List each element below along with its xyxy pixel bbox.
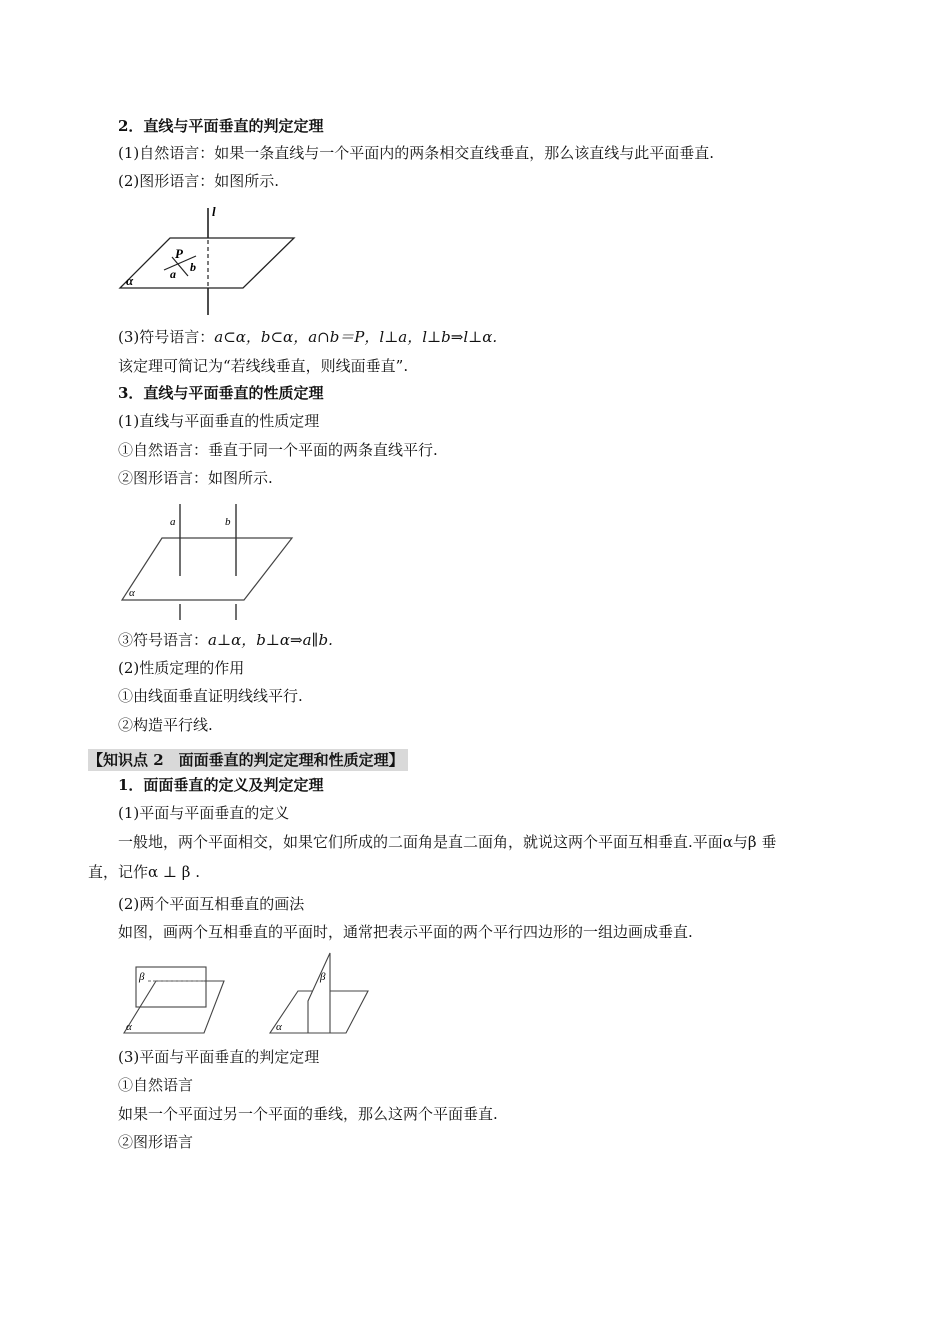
label-beta: β [139, 971, 145, 983]
kp2-theorem-natural-label: ①自然语言 [118, 1076, 194, 1094]
label-a: a [170, 267, 176, 281]
s3-graphic-language: ②图形语言：如图所示. [118, 469, 273, 487]
label-beta: β [320, 971, 326, 983]
label-alpha: α [276, 1021, 282, 1033]
section-2-heading: 2．直线与平面垂直的判定定理 [118, 117, 324, 135]
s2-natural-language: (1)自然语言：如果一条直线与一个平面内的两条相交直线垂直，那么该直线与此平面垂直. [118, 144, 715, 162]
s3-natural-language: ①自然语言：垂直于同一个平面的两条直线平行. [118, 441, 438, 459]
kp2-definition-line-1: 一般地，两个平面相交，如果它们所成的二面角是直二面角，就说这两个平面互相垂直.平面α与β 垂 [118, 833, 777, 851]
kp2-drawing-title: (2)两个平面互相垂直的画法 [118, 895, 305, 913]
kp2-theorem-title: (3)平面与平面垂直的判定定理 [118, 1048, 320, 1066]
s3-use-2: ②构造平行线. [118, 716, 213, 734]
s2-symbol-math: a⊂α，b⊂α，a∩b＝P，l⊥a，l⊥b⇒l⊥α. [214, 328, 498, 346]
kp2-definition-line-2: 直，记作α ⊥ β . [88, 863, 200, 881]
s2-graphic-language: (2)图形语言：如图所示. [118, 172, 280, 190]
s3-subtitle-1: (1)直线与平面垂直的性质定理 [118, 412, 320, 430]
label-alpha: α [126, 273, 134, 288]
label-alpha: α [126, 1021, 132, 1033]
s3-subtitle-2: (2)性质定理的作用 [118, 659, 245, 677]
kp2-theorem-natural: 如果一个平面过另一个平面的垂线，那么这两个平面垂直. [118, 1105, 498, 1123]
s2-summary: 该定理可简记为“若线线垂直，则线面垂直”. [118, 357, 409, 375]
label-alpha: α [129, 587, 135, 599]
kp2-definition-title: (1)平面与平面垂直的定义 [118, 804, 290, 822]
label-p: P [175, 246, 183, 261]
knowledge-point-2-banner: 【知识点 2 面面垂直的判定定理和性质定理】 [88, 749, 408, 771]
line-plane-perpendicular-figure [118, 200, 303, 318]
label-a: a [170, 516, 176, 528]
s3-symbol-math: a⊥α，b⊥α⇒a∥b. [208, 631, 333, 649]
kp2-theorem-graphic-label: ②图形语言 [118, 1133, 194, 1151]
parallel-perpendicular-lines-figure [118, 500, 298, 625]
label-b: b [190, 260, 196, 274]
kp2-heading: 1．面面垂直的定义及判定定理 [118, 776, 324, 794]
label-l: l [212, 204, 216, 219]
s3-use-1: ①由线面垂直证明线线平行. [118, 687, 303, 705]
perpendicular-planes-figure-1 [118, 965, 228, 1037]
label-b: b [225, 516, 231, 528]
s3-symbol-language [118, 630, 333, 650]
perpendicular-planes-figure-2 [268, 952, 373, 1036]
s2-symbol-language [118, 327, 497, 347]
s2-symbol-prefix: (3)符号语言： [118, 328, 215, 346]
section-3-heading: 3．直线与平面垂直的性质定理 [118, 384, 324, 402]
s3-symbol-prefix: ③符号语言： [118, 631, 209, 649]
kp2-drawing-text: 如图，画两个互相垂直的平面时，通常把表示平面的两个平行四边形的一组边画成垂直. [118, 923, 693, 941]
